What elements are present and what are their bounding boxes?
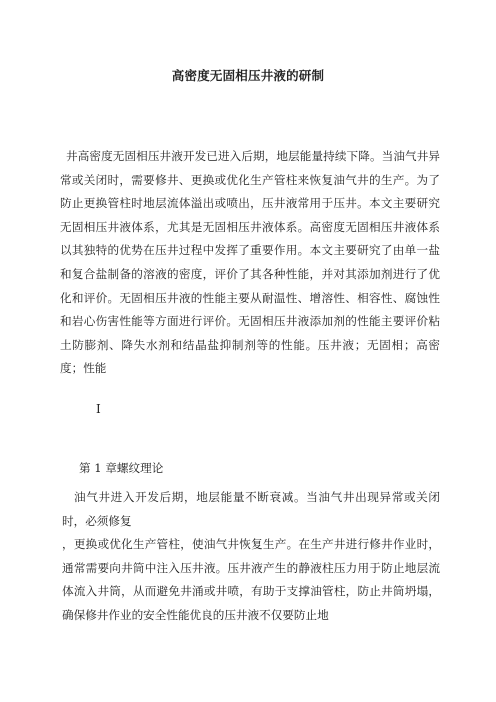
document-title: 高密度无固相压井液的研制 — [171, 68, 325, 83]
body-paragraph-1: 油气井进入开发后期，地层能量不断衰减。当油气井出现异常或关闭时，必须修复 — [62, 490, 440, 528]
chapter-body — [62, 486, 440, 628]
abstract-paragraph: 井高密度无固相压井液开发已进入后期，地层能量持续下降。当油气井异常或关闭时，需要修井、更换或优化生产管柱来恢复油气井的生产。为了防止更换管柱时地层流体溢出或喷出，压井液常用于压井。本文主要研究无固相压井液体系，尤其是无固相压井液体系。高密度无固相压井液体系以其独特的优势在压井过程中发挥了重要作用。本文主要研究了由单一盐和复合盐制备的溶液的密度，评价了其各种性能，并对其添加剂进行了优化和评价。无固相压井液的性能主要从耐温性、增溶性、相容性、腐蚀性和岩心伤害性能等方面进行评价。无固相压井液添加剂的性能主要评价粘土防膨剂、降失水剂和结晶盐抑制剂等的性能。压井液；无固相；高密度；性能 — [60, 149, 440, 376]
page-number: I — [96, 402, 101, 416]
chapter-heading: 第 1 章螺纹理论 — [79, 461, 164, 475]
body-paragraph-2: ，更换或优化生产管柱，使油气井恢复生产。在生产井进行修井作业时，通常需要向井筒中注入压井液。压井液产生的静液柱压力用于防止地层流体流入井筒，从而避免井涌或井喷，有助于支撑油管柱，防止井筒坍塌，确保修井作业的安全性能优良的压井液不仅要防止地 — [62, 537, 440, 622]
